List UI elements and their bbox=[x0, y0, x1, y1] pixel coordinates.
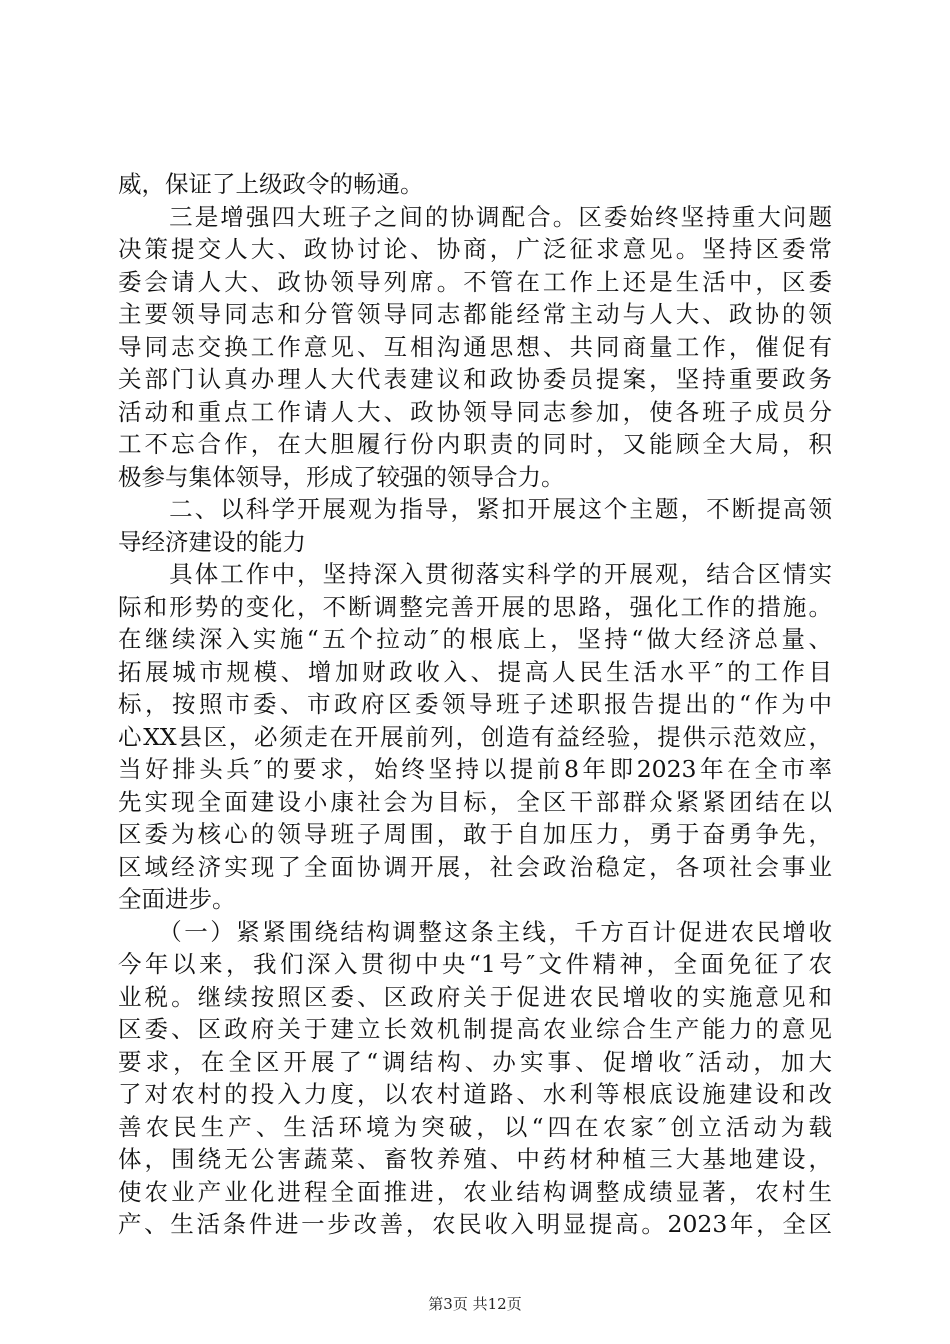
text-line: 三是增强四大班子之间的协调配合。区委始终坚持重大问题 bbox=[118, 202, 832, 231]
text-line: 今年以来，我们深入贯彻中央“1号″文件精神，全面免征了农 bbox=[118, 950, 832, 978]
text-line: 产、生活条件进一步改善，农民收入明显提高。2023年，全区 bbox=[118, 1210, 832, 1238]
text-line: 全面进步。 bbox=[118, 885, 236, 913]
text-line: 委会请人大、政协领导列席。不管在工作上还是生活中，区委 bbox=[118, 267, 832, 296]
text-line: 威，保证了上级政令的畅通。 bbox=[118, 170, 424, 198]
text-line: 先实现全面建设小康社会为目标，全区干部群众紧紧团结在以 bbox=[118, 787, 832, 816]
text-line: 区委、区政府关于建立长效机制提高农业综合生产能力的意见 bbox=[118, 1015, 832, 1043]
text-line: 体，围绕无公害蔬菜、畜牧养殖、中药材种植三大基地建设， bbox=[118, 1145, 832, 1173]
text-line: 活动和重点工作请人大、政协领导同志参加，使各班子成员分 bbox=[118, 397, 832, 426]
text-line: 主要领导同志和分管领导同志都能经常主动与人大、政协的领 bbox=[118, 300, 832, 328]
text-line: 了对农村的投入力度，以农村道路、水利等根底设施建设和改 bbox=[118, 1080, 832, 1108]
text-line: 在继续深入实施“五个拉动″的根底上，坚持“做大经济总量、 bbox=[118, 625, 832, 653]
text-line: 当好排头兵″的要求，始终坚持以提前8年即2023年在全市率 bbox=[118, 755, 832, 783]
text-line: 极参与集体领导，形成了较强的领导合力。 bbox=[118, 462, 565, 491]
text-line: 要求，在全区开展了“调结构、办实事、促增收″活动，加大 bbox=[118, 1047, 832, 1076]
text-line: 善农民生产、生活环境为突破，以“四在农家″创立活动为载 bbox=[118, 1112, 832, 1141]
text-line: 具体工作中，坚持深入贯彻落实科学的开展观，结合区情实 bbox=[118, 560, 832, 588]
text-line: 业税。继续按照区委、区政府关于促进农民增收的实施意见和 bbox=[118, 982, 832, 1011]
text-line: （一）紧紧围绕结构调整这条主线，千方百计促进农民增收 bbox=[118, 917, 832, 946]
body-text bbox=[118, 168, 832, 1241]
page-footer: 第3页 共12页 bbox=[428, 1295, 522, 1313]
text-line: 区委为核心的领导班子周围，敢于自加压力，勇于奋勇争先， bbox=[118, 820, 832, 848]
text-line: 决策提交人大、政协讨论、协商，广泛征求意见。坚持区委常 bbox=[118, 235, 832, 263]
text-line: 拓展城市规模、增加财政收入、提高人民生活水平″的工作目 bbox=[118, 657, 832, 686]
text-line: 心XX县区，必须走在开展前列，创造有益经验，提供示范效应， bbox=[118, 722, 832, 751]
text-line: 二、以科学开展观为指导，紧扣开展这个主题，不断提高领 bbox=[118, 495, 832, 523]
text-line: 关部门认真办理人大代表建议和政协委员提案，坚持重要政务 bbox=[118, 365, 832, 393]
text-line: 使农业产业化进程全面推进，农业结构调整成绩显著，农村生 bbox=[118, 1177, 832, 1206]
text-line: 际和形势的变化，不断调整完善开展的思路，强化工作的措施。 bbox=[118, 592, 832, 621]
text-line: 工不忘合作，在大胆履行份内职责的同时，又能顾全大局，积 bbox=[118, 430, 832, 458]
text-line: 标，按照市委、市政府区委领导班子述职报告提出的“作为中 bbox=[118, 690, 832, 718]
text-line: 导经济建设的能力 bbox=[118, 527, 306, 556]
text-line: 导同志交换工作意见、互相沟通思想、共同商量工作，催促有 bbox=[118, 332, 832, 361]
text-line: 区域经济实现了全面协调开展，社会政治稳定，各项社会事业 bbox=[118, 852, 832, 881]
